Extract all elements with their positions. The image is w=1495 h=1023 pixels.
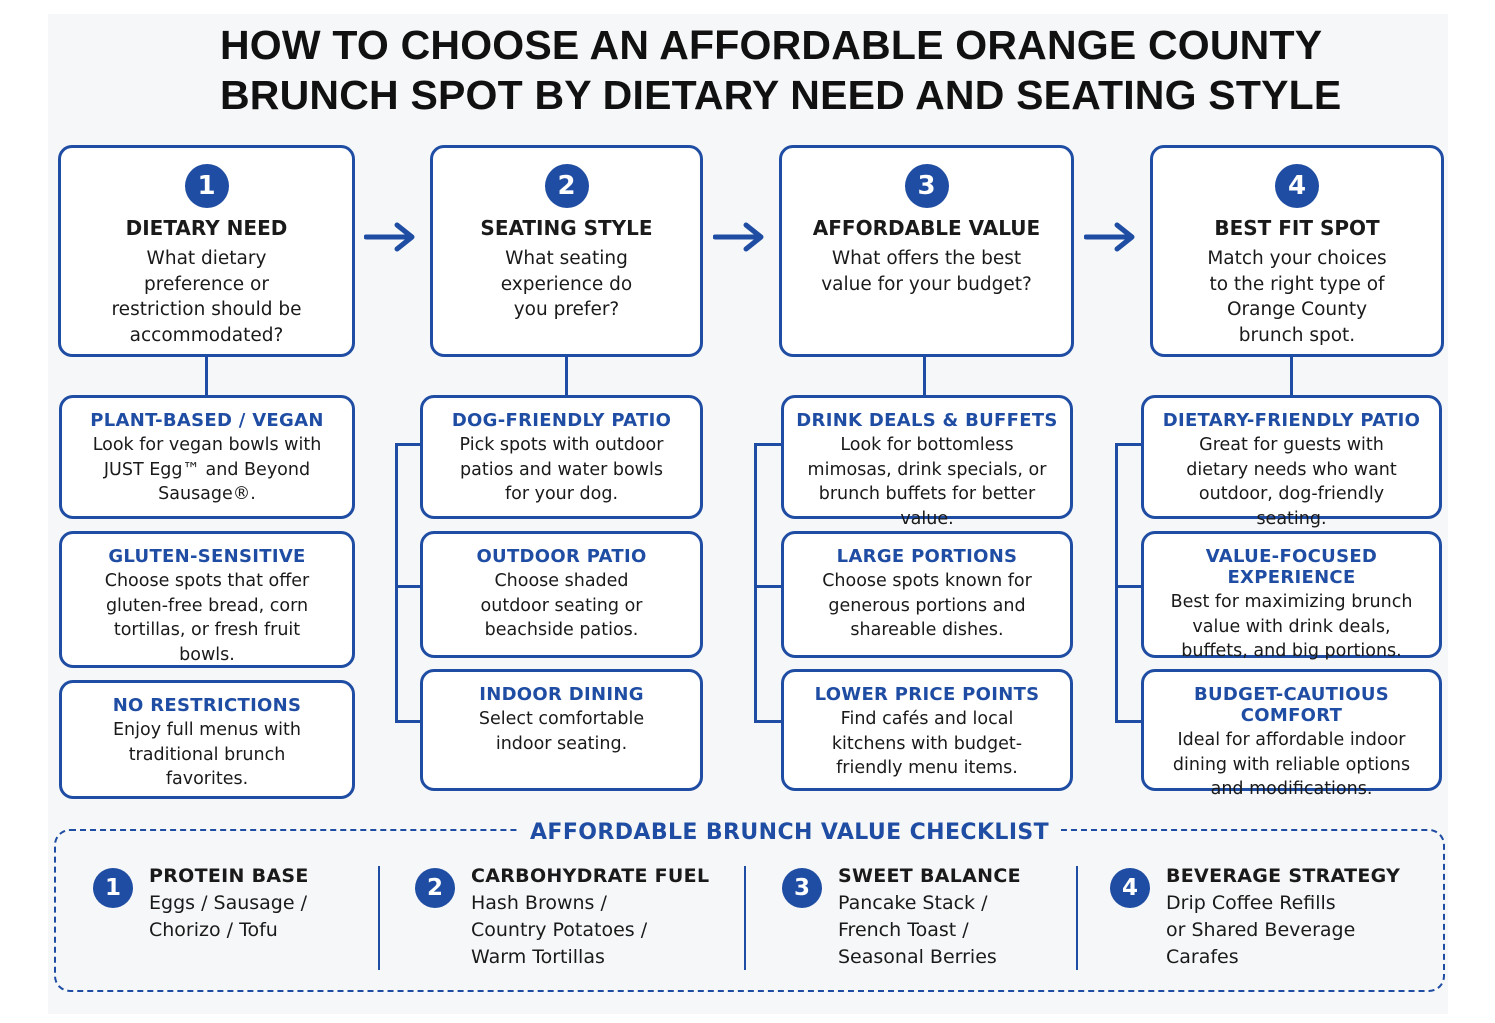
option-title: PLANT-BASED / VEGAN [90,410,324,431]
option-description: Select comfortable indoor seating. [478,709,645,754]
step-dietary-need [58,145,355,357]
checklist-item-protein-base [93,862,363,944]
checklist-title: AFFORDABLE BRUNCH VALUE CHECKLIST [518,820,1061,845]
step-seating-style [430,145,703,357]
option-description: Find cafés and local kitchens with budget-friendly menu items. [831,709,1023,778]
option-budget-cautious-comfort [1141,669,1442,799]
step-description: Match your choices to the right type of Orange County brunch spot. [1207,248,1387,346]
connector-line [205,357,208,395]
step-number-badge: 3 [905,164,949,208]
connector-line [754,720,782,723]
option-indoor-dining [420,669,703,791]
connector-line [395,443,421,446]
checklist-item-line: Eggs / Sausage / [149,892,307,914]
connector-line [565,357,568,395]
option-description: Best for maximizing brunch value with drink deals, buffets, and big portions. [1170,592,1413,661]
checklist-item-sweet-balance [782,862,1062,971]
option-description: Look for bottomless mimosas, drink specials, or brunch buffets for better value. [807,435,1047,529]
step-number-badge: 4 [1275,164,1319,208]
step-description: What offers the best value for your budget? [821,248,1032,295]
option-drink-deals-buffets [781,395,1073,529]
step-affordable-value [779,145,1074,357]
checklist-item-line: Pancake Stack / [838,892,988,914]
connector-line [754,585,782,588]
right-arrow-icon [1084,222,1138,252]
connector-line [395,443,398,723]
checklist-item-title: CARBOHYDRATE FUEL [471,865,710,887]
option-description: Choose shaded outdoor seating or beachside patios. [480,571,643,640]
step-number-badge: 2 [545,164,589,208]
step-number-badge: 1 [185,164,229,208]
step-title: DIETARY NEED [125,216,288,240]
option-title: OUTDOOR PATIO [476,546,647,567]
option-outdoor-patio [420,531,703,658]
step-title: BEST FIT SPOT [1214,216,1380,240]
checklist-item-line: Seasonal Berries [838,946,997,968]
option-no-restrictions [59,680,355,799]
checklist-divider [1076,866,1078,970]
checklist-item-line: Drip Coffee Refills [1166,892,1336,914]
option-title: NO RESTRICTIONS [112,695,302,716]
option-description: Look for vegan bowls with JUST Egg™ and Beyond Sausage®. [92,435,322,504]
option-gluten-sensitive [59,531,355,668]
option-value-focused-experience [1141,531,1442,661]
right-arrow-icon [713,222,767,252]
title-line-1: HOW TO CHOOSE AN AFFORDABLE ORANGE COUNTY [220,22,1323,68]
checklist-item-line: Warm Tortillas [471,946,605,968]
option-large-portions [781,531,1073,658]
option-title: VALUE-FOCUSED EXPERIENCE [1205,546,1378,588]
checklist-item-title: BEVERAGE STRATEGY [1166,865,1401,887]
connector-line [1115,443,1118,723]
connector-line [395,720,421,723]
step-title: SEATING STYLE [480,216,653,240]
right-arrow-icon [364,222,418,252]
checklist-item-carbohydrate-fuel [415,862,735,971]
checklist-divider [744,866,746,970]
option-title: BUDGET-CAUTIOUS COMFORT [1193,684,1389,726]
option-title: DOG-FRIENDLY PATIO [451,410,672,431]
checklist-number-badge: 1 [93,868,133,908]
option-lower-price-points [781,669,1073,791]
option-title: INDOOR DINING [479,684,644,705]
connector-line [1115,443,1142,446]
page-title [220,20,1420,120]
checklist-item-line: French Toast / [838,919,969,941]
option-title: LOWER PRICE POINTS [814,684,1040,705]
option-title: DIETARY-FRIENDLY PATIO [1162,410,1421,431]
option-description: Pick spots with outdoor patios and water bowls for your dog. [459,435,664,504]
option-description: Enjoy full menus with traditional brunch favorites. [113,720,301,789]
checklist-item-title: PROTEIN BASE [149,865,309,887]
checklist-item-line: Carafes [1166,946,1239,968]
checklist-item-line: Chorizo / Tofu [149,919,278,941]
checklist-item-line: Country Potatoes / [471,919,648,941]
option-title: LARGE PORTIONS [836,546,1018,567]
option-dog-friendly-patio [420,395,703,519]
checklist-number-badge: 4 [1110,868,1150,908]
option-description: Great for guests with dietary needs who want outdoor, dog-friendly seating. [1186,435,1397,529]
step-title: AFFORDABLE VALUE [812,216,1041,240]
title-line-2: BRUNCH SPOT BY DIETARY NEED AND SEATING STYLE [220,72,1342,118]
checklist-number-badge: 3 [782,868,822,908]
step-description: What dietary preference or restriction should be accommodated? [111,248,302,346]
option-title: GLUTEN-SENSITIVE [108,546,306,567]
checklist-number-badge: 2 [415,868,455,908]
checklist-item-line: or Shared Beverage [1166,919,1356,941]
option-title: DRINK DEALS & BUFFETS [796,410,1058,431]
step-description: What seating experience do you prefer? [500,248,633,320]
connector-line [754,443,782,446]
connector-line [754,443,757,723]
option-dietary-friendly-patio [1141,395,1442,529]
option-description: Choose spots that offer gluten-free bread, corn tortillas, or fresh fruit bowls. [104,571,310,665]
connector-line [1290,357,1293,395]
option-description: Ideal for affordable indoor dining with reliable options and modifications. [1172,730,1411,799]
step-best-fit-spot [1150,145,1444,357]
connector-line [1115,720,1142,723]
checklist-item-line: Hash Browns / [471,892,607,914]
connector-line [923,357,926,395]
connector-line [395,585,421,588]
option-plant-based-vegan [59,395,355,519]
connector-line [1115,585,1142,588]
checklist-item-title: SWEET BALANCE [838,865,1021,887]
option-description: Choose spots known for generous portions and shareable dishes. [822,571,1032,640]
checklist-item-beverage-strategy [1110,862,1430,971]
checklist-divider [378,866,380,970]
